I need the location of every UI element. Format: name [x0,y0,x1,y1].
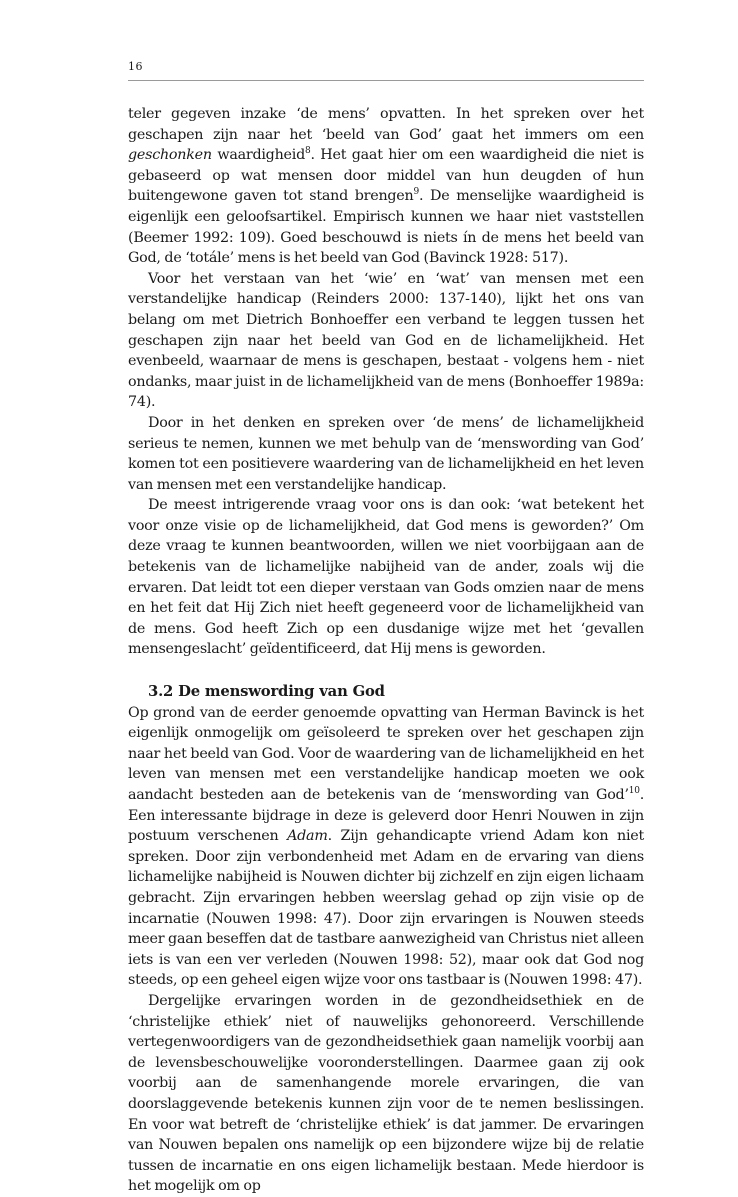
text-run: teler gegeven inzake ‘de mens’ opvatten. In het spreken over het geschapen zijn naar het ‘beeld van God’ gaat het immers om een [128,106,644,143]
text-run: . Het gaat hier om een waardigheid die niet is gebaseerd op wat mensen door middel van hun deugden of hun buitengewone gaven tot stand brengen [128,147,644,205]
text-run: 3.2 De menswording van God [148,683,385,701]
italic-text: Adam [287,828,328,845]
header-rule [128,80,644,81]
text-run: . Een interessante bijdrage in deze is geleverd door Henri Nouwen in zijn postuum verschenen [128,787,644,845]
paragraph-6 [128,991,644,1197]
text-run: Op grond van de eerder genoemde opvatting van Herman Bavinck is het eigenlijk onmogelijk om geïsoleerd te spreken over het geschapen zijn naar het beeld van God. Voor de waardering van de lichamelijkheid en het leven van mensen met een verstandelijke handicap moeten we ook aandacht besteden aan de betekenis van de ‘menswording van God’ [128,704,644,803]
italic-text: geschonken [128,147,212,164]
footnote-ref: 8 [304,146,311,157]
footnote-ref: 9 [413,187,419,198]
text-run: De meest intrigerende vraag voor ons is dan ook: ‘wat betekent het voor onze visie op de lichamelijkheid, dat God mens is geworden?’ Om deze vraag te kunnen beantwoorden, willen we niet voorbijgaan aan de betekenis van de lichamelijke nabijheid van de ander, zoals wij die ervaren. Dat leidt tot een dieper verstaan van Gods omzien naar de mens en het feit dat Hij Zich niet heeft gegeneerd voor de lichamelijkheid van de mens. God heeft Zich op een dusdanige wijze met het ‘gevallen mensengeslacht’ geïdentificeerd, dat Hij mens is geworden. [128,497,644,658]
footnote-ref: 10 [628,786,640,796]
text-run: waardigheid [211,147,305,164]
text-run: Dergelijke ervaringen worden in de gezondheidsethiek en de ‘christelijke ethiek’ niet of nauwelijks gehonoreerd. Verschillende vertegenwoordigers van de gezondheidsethiek gaan namelijk voorbij aan de levensbeschouwelijke vooronderstellingen. Daarmee gaan zij ook voorbij aan de samenhangende morele ervaringen, die van doorslaggevende betekenis kunnen zijn voor de te nemen beslissingen. En voor wat betreft de ‘christelijke ethiek’ is dat jammer. De ervaringen van Nouwen bepalen ons namelijk op een bijzondere wijze bij de relatie tussen de incarnatie en ons eigen lichamelijk bestaan. Mede hierdoor is het mogelijk om op [128,992,644,1195]
body-text [128,104,644,1197]
text-run: . De menselijke waardigheid is eigenlijk een geloofsartikel. Empirisch kunnen we haar niet vaststellen (Beemer 1992: 109). Goed beschouwd is niets ín de mens het beeld van God, de ‘totále’ mens is het beeld van God (Bavinck 1928: 517). [128,188,644,267]
paragraph-3 [128,413,644,495]
section-heading [128,682,644,703]
text-run: Door in het denken en spreken over ‘de mens’ de lichamelijkheid serieus te nemen, kunnen we met behulp van de ‘menswording van God’ komen tot een positievere waardering van de lichamelijkheid en het leven van mensen met een verstandelijke handicap. [128,414,644,493]
paragraph-1 [128,104,644,269]
paragraph-5 [128,703,644,991]
text-run: Voor het verstaan van het ‘wie’ en ‘wat’ van mensen met een verstandelijke handicap (Reinders 2000: 137-140), lijkt het ons van belang om met Dietrich Bonhoeffer een verband te leggen tussen het geschapen zijn naar het beeld van God en de lichamelijkheid. Het evenbeeld, waarnaar de mens is geschapen, bestaat - volgens hem - niet ondanks, maar juist in de lichamelijkheid van de mens (Bonhoeffer 1989a: 74). [128,270,644,411]
text-run: . Zijn gehandicapte vriend Adam kon niet spreken. Door zijn verbondenheid met Adam en de ervaring van diens lichamelijke nabijheid is Nouwen dichter bij zichzelf en zijn eigen lichaam gebracht. Zijn ervaringen hebben weerslag gehad op zijn visie op de incarnatie (Nouwen 1998: 47). Door zijn ervaringen is Nouwen steeds meer gaan beseffen dat de tastbare aanwezigheid van Christus niet alleen iets is van een ver verleden (Nouwen 1998: 52), maar ook dat God nog steeds, op een geheel eigen wijze voor ons tastbaar is (Nouwen 1998: 47). [128,828,644,989]
page-number: 16 [128,60,143,73]
paragraph-4 [128,495,644,660]
paragraph-2 [128,269,644,413]
